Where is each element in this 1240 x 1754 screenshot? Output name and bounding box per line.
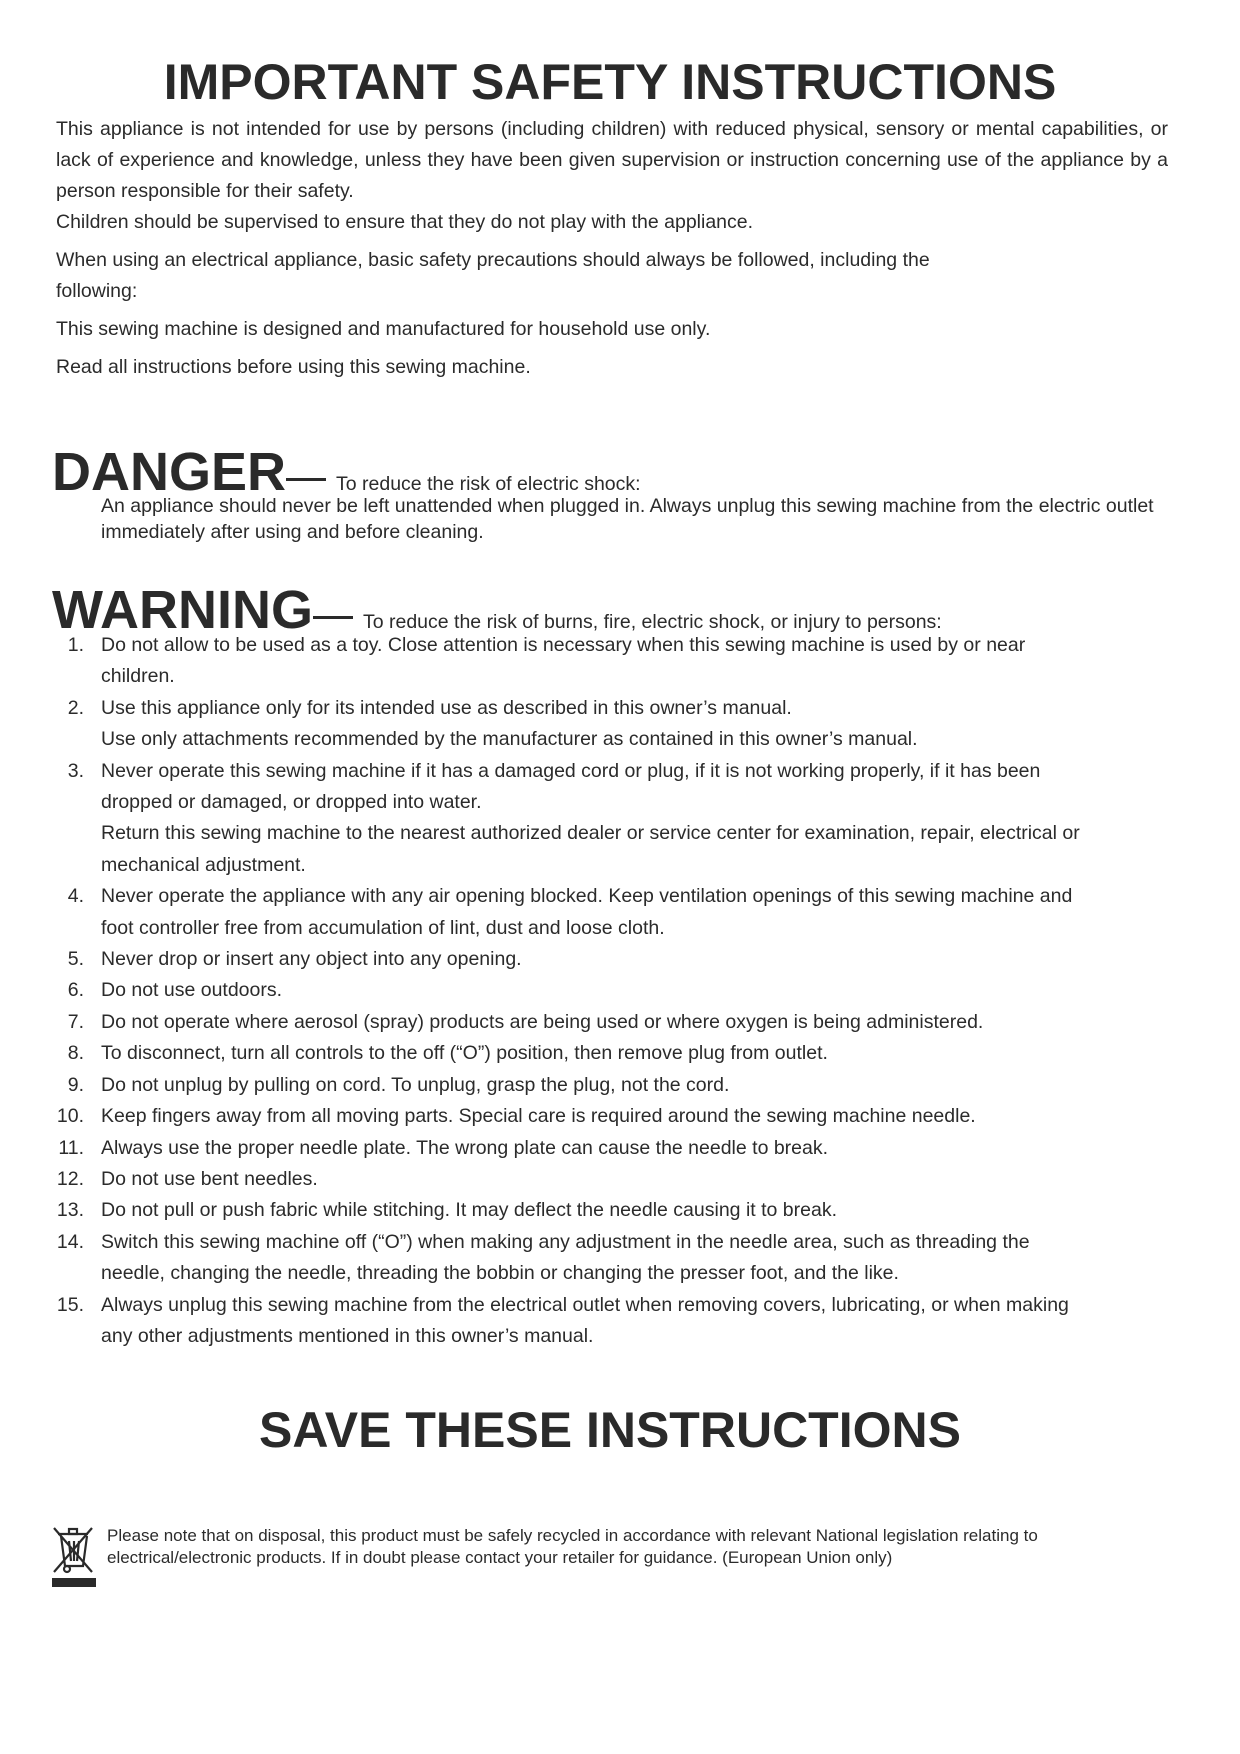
danger-header (52, 444, 1172, 500)
intro-paragraph-line: following: (56, 280, 138, 302)
list-item-number: 11. (58, 1136, 84, 1159)
list-item-number: 15. (56, 1293, 84, 1316)
list-item-line: any other adjustments mentioned in this owner’s manual. (101, 1324, 594, 1347)
list-item-number: 12. (56, 1167, 84, 1190)
list-item-line: Always unplug this sewing machine from the electrical outlet when removing covers, lubricating, or when making (101, 1293, 1069, 1316)
list-item (0, 1195, 1161, 1226)
intro-paragraph: Children should be supervised to ensure that they do not play with the appliance. (56, 211, 754, 233)
list-item-number: 14. (56, 1230, 84, 1253)
list-item-line: Never operate this sewing machine if it has a damaged cord or plug, if it is not working properly, if it has been (101, 759, 1041, 782)
list-item (0, 1290, 1161, 1353)
warning-heading: WARNING (52, 580, 313, 640)
list-item-line: Use this appliance only for its intended use as described in this owner’s manual. (101, 696, 792, 719)
intro-paragraph: This sewing machine is designed and manufactured for household use only. (56, 318, 711, 340)
list-item-line: Do not use outdoors. (101, 979, 283, 1002)
list-item-line: To disconnect, turn all controls to the off (“O”) position, then remove plug from outlet. (101, 1042, 828, 1065)
list-item (0, 881, 1161, 944)
list-item-line: Do not operate where aerosol (spray) products are being used or where oxygen is being administered. (101, 1010, 984, 1033)
heading-dash (286, 478, 326, 481)
heading-dash (313, 616, 353, 619)
list-item-line: Do not pull or push fabric while stitching. It may deflect the needle causing it to break. (101, 1199, 837, 1222)
list-item (0, 756, 1161, 882)
list-item (0, 1038, 1161, 1069)
list-item-line: Return this sewing machine to the nearest authorized dealer or service center for examination, repair, electrical or (101, 822, 1080, 845)
disposal-notice: Please note that on disposal, this product must be safely recycled in accordance with relevant National legislation relating to electrical/electronic products. If in doubt please contact your retailer for guidance. (European Union only) (107, 1526, 1038, 1567)
list-item-line: Keep fingers away from all moving parts. Special care is required around the sewing machine needle. (101, 1105, 976, 1128)
intro-paragraph: This appliance is not intended for use by persons (including children) with reduced physical, sensory or mental capabilities, or lack of experience and knowledge, unless they have been given supervision or instruction concerning use of the appliance by a person responsible for their safety. (56, 118, 1168, 202)
warning-list (0, 630, 1240, 1352)
list-item-number: 4. (67, 885, 84, 908)
intro-section (56, 114, 1168, 383)
list-item (0, 630, 1161, 693)
page-title: IMPORTANT SAFETY INSTRUCTIONS (163, 54, 1057, 110)
list-item-line: Do not use bent needles. (101, 1167, 318, 1190)
intro-paragraph-line: When using an electrical appliance, basic safety precautions should always be followed, including the (56, 249, 930, 271)
list-item-line: Never drop or insert any object into any opening. (101, 948, 522, 971)
danger-heading: DANGER (52, 442, 287, 502)
list-item-number: 13. (56, 1199, 84, 1222)
list-item-number: 1. (67, 634, 84, 656)
list-item-number: 7. (67, 1010, 84, 1033)
list-item-number: 8. (67, 1042, 84, 1065)
list-item (0, 1007, 1161, 1038)
list-item-number: 6. (67, 979, 84, 1002)
list-item-number: 10. (56, 1105, 84, 1128)
list-item-number: 2. (67, 696, 84, 719)
list-item-number: 5. (67, 948, 84, 971)
list-item-line: Switch this sewing machine off (“O”) when making any adjustment in the needle area, such as threading the (101, 1230, 1030, 1253)
list-item-line: Never operate the appliance with any air opening blocked. Keep ventilation openings of this sewing machine and (101, 885, 1073, 908)
list-item-number: 3. (67, 759, 84, 782)
danger-lead: To reduce the risk of electric shock: (336, 473, 641, 495)
list-item-line: foot controller free from accumulation of lint, dust and loose cloth. (101, 916, 665, 939)
list-item-line: dropped or damaged, or dropped into water. (101, 791, 482, 814)
crossed-out-wheelie-bin-icon (52, 1524, 96, 1588)
list-item (0, 944, 1161, 975)
list-item-line: Always use the proper needle plate. The wrong plate can cause the needle to break. (101, 1136, 829, 1159)
list-item-number: 9. (67, 1073, 84, 1096)
list-item (0, 1227, 1161, 1290)
list-item-line: Do not unplug by pulling on cord. To unplug, grasp the plug, not the cord. (101, 1073, 730, 1096)
list-item (0, 975, 1161, 1006)
list-item (0, 1164, 1161, 1195)
list-item (0, 1070, 1161, 1101)
list-item-line: Use only attachments recommended by the manufacturer as contained in this owner’s manual. (101, 728, 918, 751)
danger-body: An appliance should never be left unattended when plugged in. Always unplug this sewing machine from the electric outlet immediately after using and before cleaning. (101, 495, 1154, 543)
intro-paragraph (56, 245, 1168, 307)
intro-paragraph: Read all instructions before using this sewing machine. (56, 356, 531, 378)
warning-lead: To reduce the risk of burns, fire, electric shock, or injury to persons: (362, 611, 942, 633)
list-item-line: children. (101, 665, 175, 688)
list-item (0, 1133, 1161, 1164)
list-item-line: mechanical adjustment. (101, 853, 306, 876)
list-item (0, 693, 1161, 756)
save-instructions-heading: SAVE THESE INSTRUCTIONS (259, 1402, 961, 1458)
list-item-line: Do not allow to be used as a toy. Close attention is necessary when this sewing machine is used by or near (101, 634, 1026, 656)
list-item (0, 1101, 1161, 1132)
list-item-line: needle, changing the needle, threading the bobbin or changing the presser foot, and the like. (101, 1262, 899, 1285)
